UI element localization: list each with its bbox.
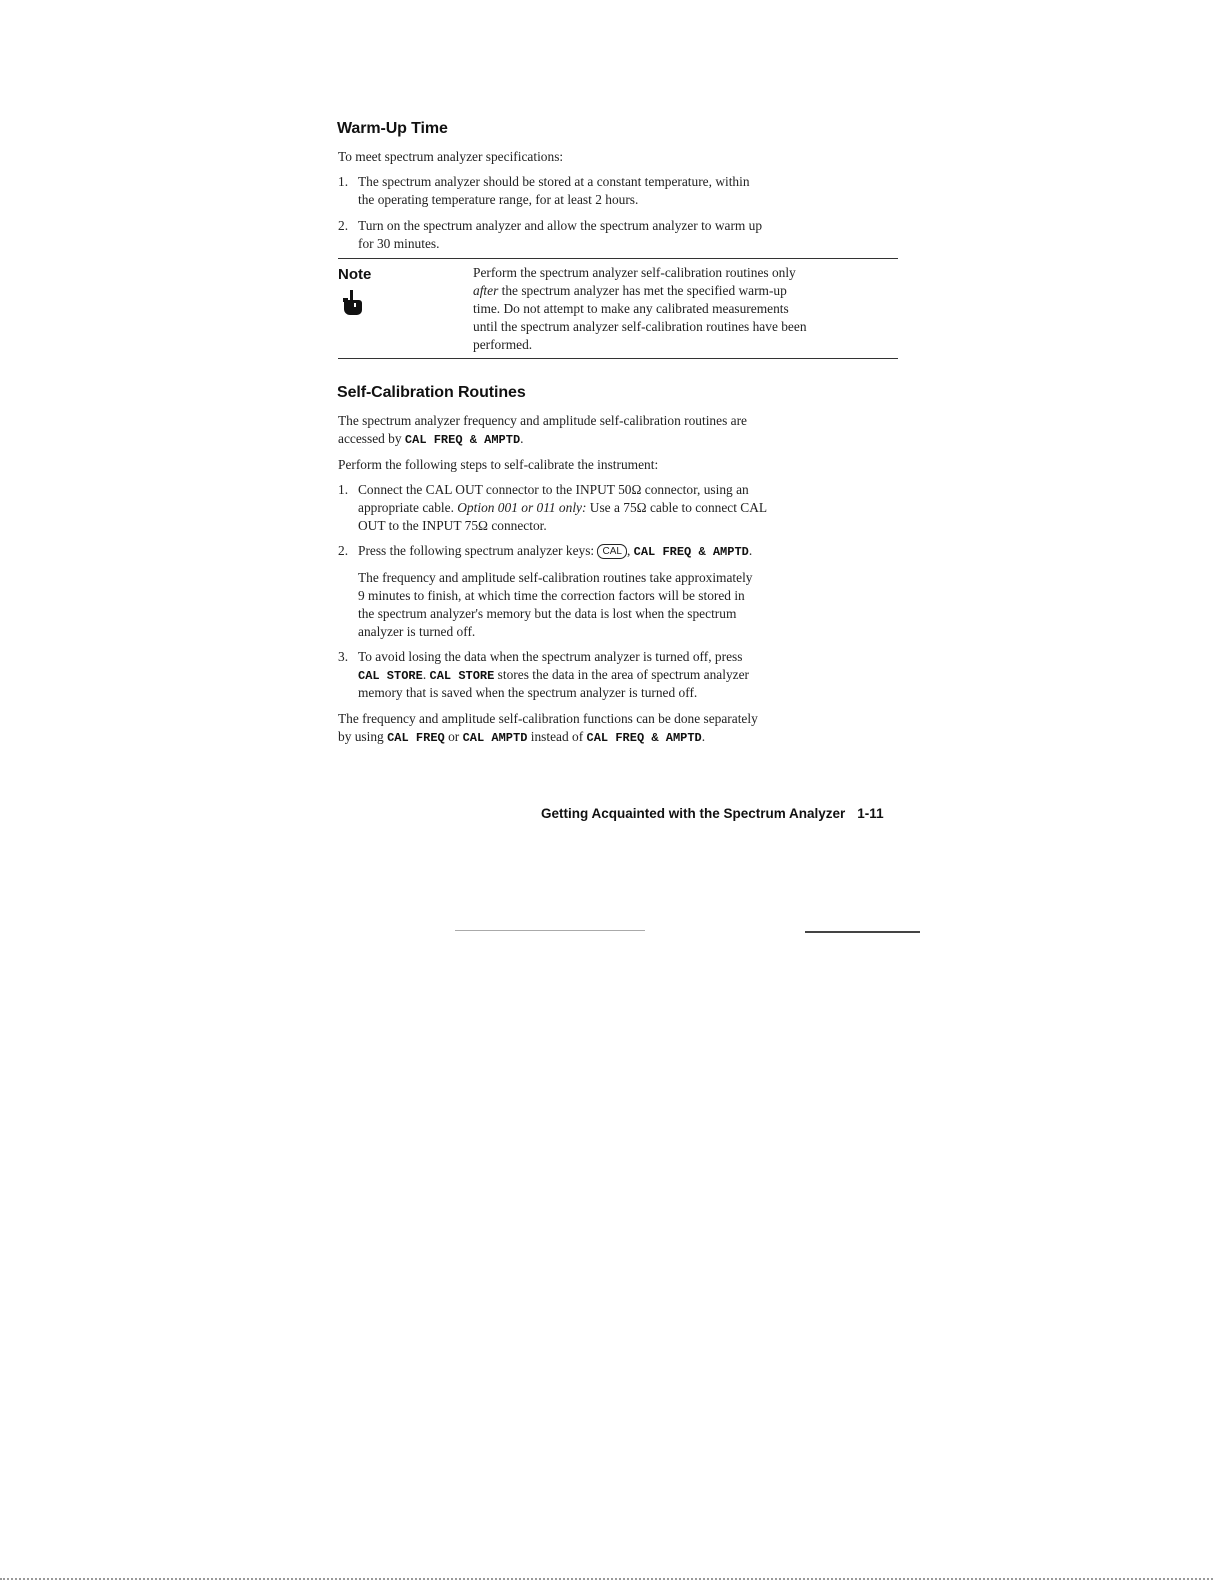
step2-para-line4: analyzer is turned off. <box>358 624 476 639</box>
selfcal-p2: Perform the following steps to self-calibrate the instrument: <box>338 457 659 472</box>
step2-number: 2. <box>338 543 349 558</box>
note-line2 <box>473 281 787 301</box>
note-line3: time. Do not attempt to make any calibrated measurements <box>473 301 789 316</box>
softkey-cal-store: CAL STORE <box>429 669 495 683</box>
step3-line3: memory that is saved when the spectrum analyzer is turned off. <box>358 685 698 700</box>
section-heading-warmup: Warm-Up Time <box>337 120 448 137</box>
scan-artifact-line <box>455 930 645 931</box>
step1-line3: OUT to the INPUT 75Ω connector. <box>358 518 547 533</box>
section-heading-selfcal: Self-Calibration Routines <box>337 384 526 401</box>
text-run: . <box>701 729 706 744</box>
note-line5: performed. <box>473 337 533 352</box>
step2-para-line1: The frequency and amplitude self-calibration routines take approximately <box>358 570 753 585</box>
text-run: appropriate cable. <box>358 500 458 515</box>
softkey-cal-freq-amptd: CAL FREQ & AMPTD <box>586 731 702 745</box>
warmup-intro: To meet spectrum analyzer specifications: <box>338 149 564 164</box>
note-top-rule <box>338 258 898 259</box>
text-run: stores the data in the area of spectrum analyzer <box>494 667 750 682</box>
text-run: , <box>626 543 634 558</box>
note-line4: until the spectrum analyzer self-calibration routines have been <box>473 319 807 334</box>
softkey-cal-freq: CAL FREQ <box>387 731 445 745</box>
warmup-item2-line2: for 30 minutes. <box>358 236 440 251</box>
text-run: or <box>444 729 463 744</box>
step1-line2 <box>358 498 918 518</box>
step1-number: 1. <box>338 482 349 497</box>
warmup-item1-line1: The spectrum analyzer should be stored at a constant temperature, within <box>358 174 750 189</box>
step2-para-line2: 9 minutes to finish, at which time the correction factors will be stored in <box>358 588 745 603</box>
selfcal-p1-line1: The spectrum analyzer frequency and amplitude self-calibration routines are <box>338 413 747 428</box>
step2-line1 <box>358 541 918 562</box>
note-label: Note <box>338 266 372 283</box>
step2-para-line3: the spectrum analyzer's memory but the data is lost when the spectrum <box>358 606 737 621</box>
warmup-item1-line2: the operating temperature range, for at least 2 hours. <box>358 192 639 207</box>
text-run: . <box>520 431 524 446</box>
selfcal-p1-line2 <box>338 429 898 450</box>
softkey-cal-store: CAL STORE <box>358 669 423 683</box>
note-line1: Perform the spectrum analyzer self-calibration routines only <box>473 265 796 280</box>
softkey-cal-freq-amptd: CAL FREQ & AMPTD <box>404 433 521 447</box>
scan-edge-line <box>0 1578 1213 1580</box>
note-bottom-rule <box>338 358 898 359</box>
text-run: . <box>748 543 753 558</box>
option-note: Option 001 or 011 only: <box>457 500 587 515</box>
footer-title: Getting Acquainted with the Spectrum Analyzer <box>541 806 846 821</box>
text-run: accessed by <box>338 431 405 446</box>
selfcal-p3-line1: The frequency and amplitude self-calibration functions can be done separately <box>338 711 758 726</box>
page-footer <box>541 806 884 821</box>
hardkey-cal: CAL <box>597 544 626 559</box>
softkey-cal-amptd: CAL AMPTD <box>462 731 528 745</box>
warmup-item2-line1: Turn on the spectrum analyzer and allow the spectrum analyzer to warm up <box>358 218 763 233</box>
scan-artifact-line <box>805 931 920 933</box>
page-number: 1-11 <box>857 806 884 821</box>
step1-line1: Connect the CAL OUT connector to the INPUT 50Ω connector, using an <box>358 482 749 497</box>
text-run: Use a 75Ω cable to connect CAL <box>586 500 768 515</box>
softkey-cal-freq-amptd: CAL FREQ & AMPTD <box>633 545 749 559</box>
text-run: . <box>422 667 430 682</box>
note-emphasis-after: after <box>473 283 499 298</box>
selfcal-p3-line2 <box>338 727 898 748</box>
text-run: by using <box>338 729 388 744</box>
pointing-hand-icon <box>341 290 363 316</box>
text-run: instead of <box>527 729 587 744</box>
warmup-item1-number: 1. <box>338 174 349 189</box>
step3-line1: To avoid losing the data when the spectrum analyzer is turned off, press <box>358 649 743 664</box>
warmup-item2-number: 2. <box>338 218 349 233</box>
text-run: Press the following spectrum analyzer keys: <box>358 543 598 558</box>
step3-number: 3. <box>338 649 349 664</box>
note-line2-rest: the spectrum analyzer has met the specified warm-up <box>498 283 787 298</box>
